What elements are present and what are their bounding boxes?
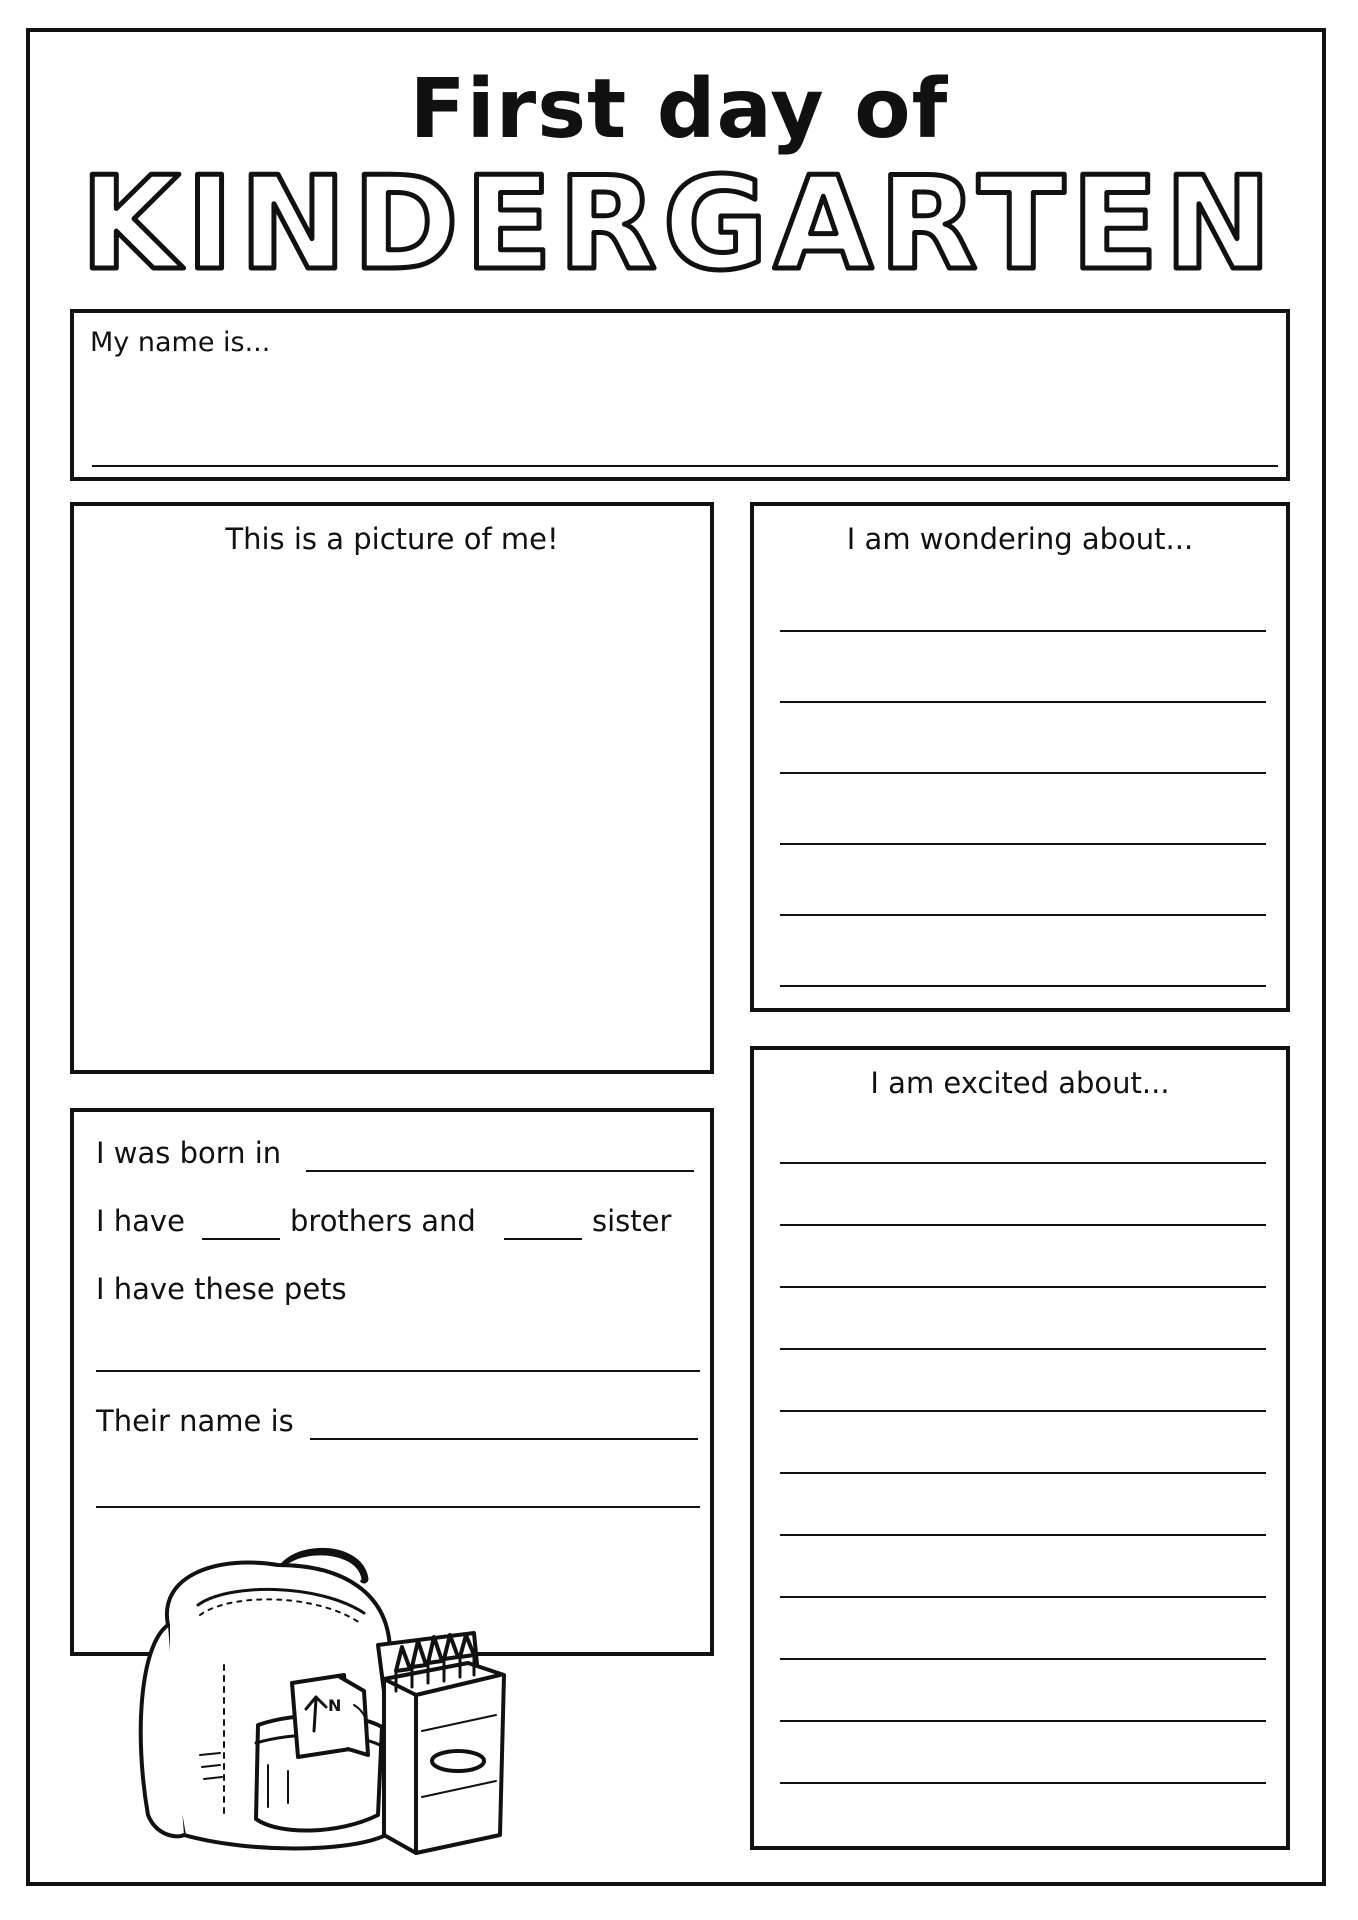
picture-label: This is a picture of me! — [225, 522, 559, 556]
wondering-line-6[interactable] — [780, 985, 1266, 987]
excited-line-1[interactable] — [780, 1162, 1266, 1164]
wondering-line-3[interactable] — [780, 772, 1266, 774]
wondering-box — [750, 502, 1290, 1012]
pet-name-write-line[interactable] — [310, 1438, 698, 1440]
school-supplies-illustration — [128, 1535, 598, 1865]
excited-line-8[interactable] — [780, 1596, 1266, 1598]
excited-line-7[interactable] — [780, 1534, 1266, 1536]
brothers-label: brothers and — [290, 1204, 476, 1238]
have-label: I have — [96, 1204, 185, 1238]
excited-line-3[interactable] — [780, 1286, 1266, 1288]
book-icon — [292, 1675, 368, 1757]
picture-box[interactable] — [70, 502, 714, 1074]
excited-box — [750, 1046, 1290, 1850]
born-label: I was born in — [96, 1136, 282, 1170]
wondering-label: I am wondering about... — [846, 522, 1194, 556]
pet-name-extra-line[interactable] — [96, 1506, 700, 1508]
sister-label: sister — [592, 1204, 672, 1238]
excited-line-11[interactable] — [780, 1782, 1266, 1784]
pets-write-line[interactable] — [96, 1370, 700, 1372]
excited-label: I am excited about... — [870, 1066, 1170, 1100]
book-letter: N — [328, 1696, 342, 1715]
born-write-line[interactable] — [306, 1170, 694, 1172]
sisters-count-line[interactable] — [504, 1238, 582, 1240]
excited-line-2[interactable] — [780, 1224, 1266, 1226]
name-label: My name is... — [90, 327, 271, 358]
excited-line-5[interactable] — [780, 1410, 1266, 1412]
excited-line-6[interactable] — [780, 1472, 1266, 1474]
excited-line-9[interactable] — [780, 1658, 1266, 1660]
wondering-line-4[interactable] — [780, 843, 1266, 845]
wondering-line-5[interactable] — [780, 914, 1266, 916]
wondering-line-1[interactable] — [780, 630, 1266, 632]
pets-label: I have these pets — [96, 1272, 347, 1306]
title-first-day: First day of — [409, 62, 949, 157]
name-write-line[interactable] — [92, 465, 1278, 467]
wondering-line-2[interactable] — [780, 701, 1266, 703]
excited-line-10[interactable] — [780, 1720, 1266, 1722]
brothers-count-line[interactable] — [202, 1238, 280, 1240]
excited-line-4[interactable] — [780, 1348, 1266, 1350]
pet-name-label: Their name is — [96, 1404, 294, 1438]
crayon-box-icon — [378, 1633, 504, 1853]
name-box — [70, 309, 1290, 481]
title-kindergarten-text: KINDERGARTEN — [80, 150, 1278, 299]
title-kindergarten — [0, 140, 1358, 300]
